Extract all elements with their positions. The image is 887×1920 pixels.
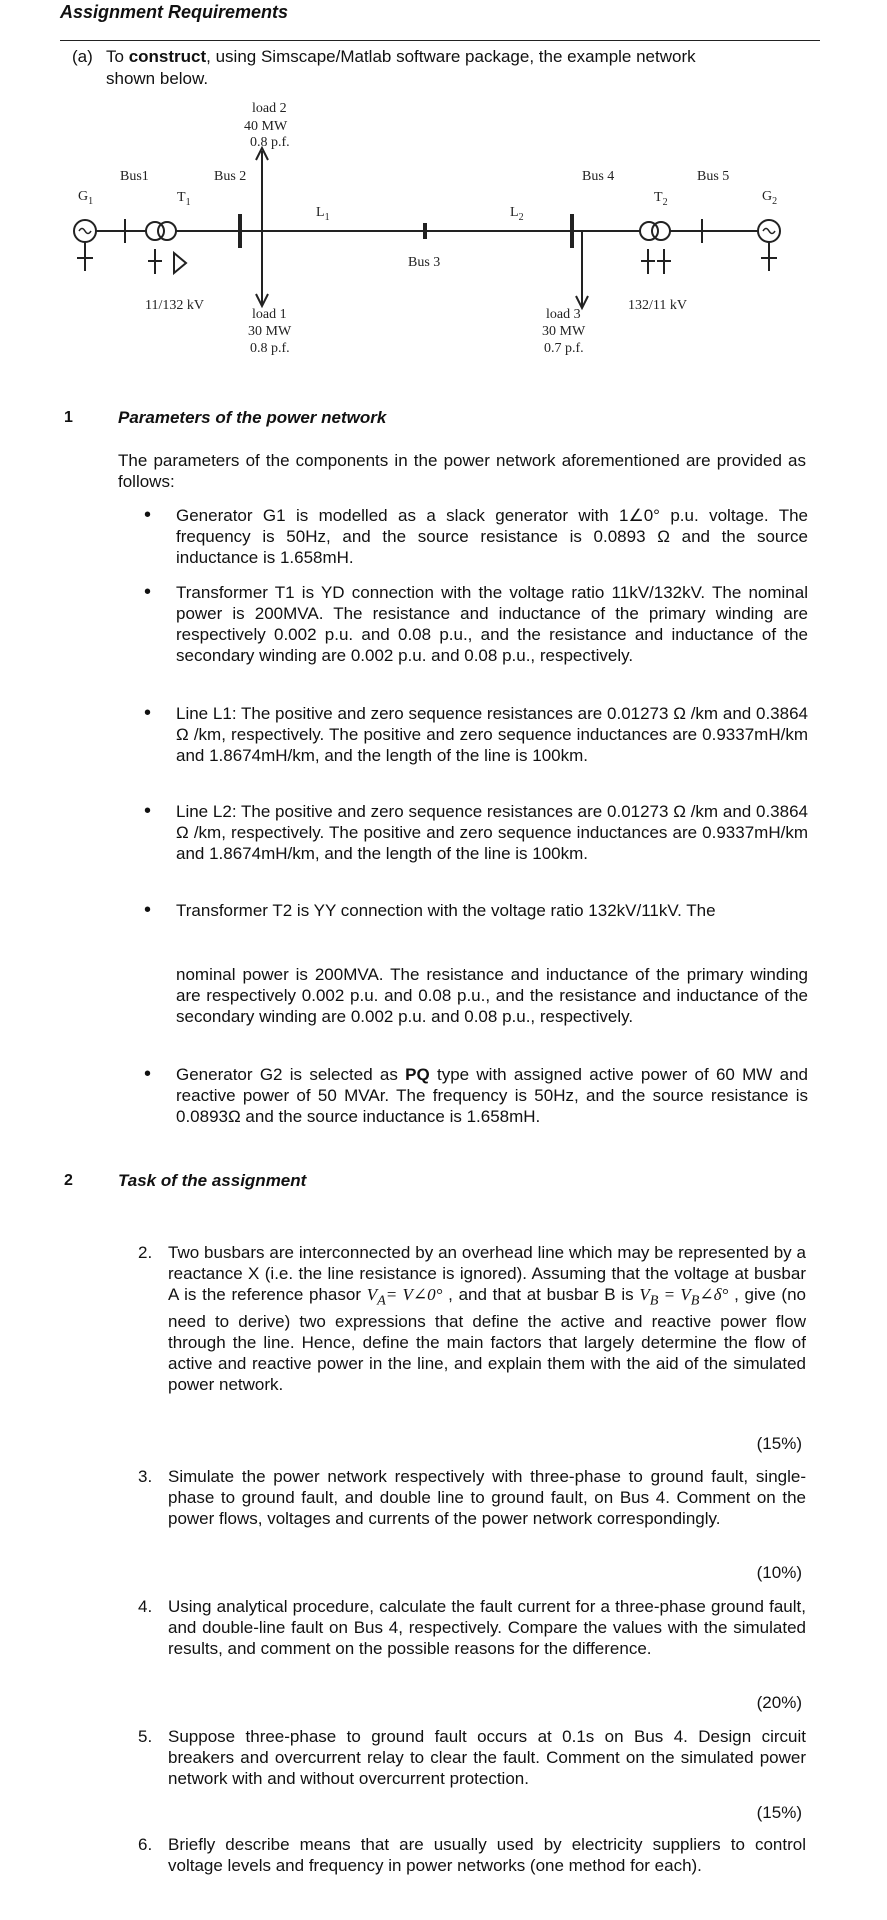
task-6 [138, 1834, 806, 1876]
t1-winding-b [158, 222, 176, 240]
part-a-instruction [72, 46, 812, 90]
task-5 [138, 1726, 806, 1789]
bus1-label: Bus1 [120, 169, 149, 184]
bullet-g2 [144, 1063, 808, 1127]
task-6-text: Briefly describe means that are usually used by electricity suppliers to control voltage levels and frequency in power networks (one method for each). [168, 1835, 806, 1875]
section1-number: 1 [64, 409, 73, 426]
l1-label: $L_1$ [316, 205, 330, 223]
bullet-t2-text: Transformer T2 is YY connection with the voltage ratio 132kV/11kV. The [176, 901, 716, 920]
bullet-t2-continued [148, 964, 808, 1027]
task-3-text: Simulate the power network respectively with three-phase to ground fault, single-phase to ground fault, and double line to ground fault, on Bus 4. Comment on the power flows, voltages and currents of the power network correspondingly. [168, 1467, 806, 1528]
bullet-dot-icon: • [144, 899, 152, 921]
load1-pf: 0.8 p.f. [250, 341, 290, 356]
load1-name: load 1 [252, 307, 287, 322]
part-a-text-after: , using Simscape/Matlab software package, the example network [206, 47, 696, 66]
t2-ratio: 132/11 kV [628, 298, 687, 313]
task-4-number: 4. [138, 1597, 153, 1616]
task-4-text: Using analytical procedure, calculate the fault current for a three-phase ground fault, and double-line fault on Bus 4, respectively. Compare the values with the simulated results, and comment on the possible reasons for the difference. [168, 1597, 806, 1658]
task-2-text: Two busbars are interconnected by an overhead line which may be represented by a reactance X (i.e. the line resistance is ignored). Assuming that the voltage at busbar A is the reference phasor $V_A=$ V∠0° , and that at busbar B is $V_B$ = $V_B\angle\delta^\circ$ , give (no need to derive) two expressions that define the active and reactive power flow through the line. Hence, define the main factors that largely determine the flow of active and reactive power in the line, and explain them with the aid of the simulated power network. [168, 1243, 806, 1395]
load3-pf: 0.7 p.f. [544, 341, 584, 356]
part-a-text-before: To [106, 47, 129, 66]
task-4-weight: (20%) [756, 1693, 802, 1712]
t1-label: $T_1$ [177, 190, 191, 208]
heading-rule [60, 40, 820, 41]
task-2-number: 2. [138, 1243, 153, 1262]
bullet-l2-text: Line L2: The positive and zero sequence resistances are 0.01273 Ω /km and 0.3864 Ω /km, respectively. The positive and zero sequence inductances are 0.9337mH/km and 1.8674mH/km, and the length of the line is 100km. [176, 802, 808, 863]
bullet-l1-text: Line L1: The positive and zero sequence resistances are 0.01273 Ω /km and 0.3864 Ω /km, respectively. The positive and zero sequence inductances are 0.9337mH/km and 1.8674mH/km, and the length of the line is 100km. [176, 704, 808, 765]
section2-number: 2 [64, 1172, 73, 1189]
bullet-g2-text: Generator G2 is selected as PQ type with assigned active power of 60 MW and reactive power of 50 MVAr. The frequency is 50Hz, and the source resistance is 0.0893Ω and the source inductance is 1.658mH. [176, 1065, 808, 1126]
task-6-number: 6. [138, 1835, 153, 1854]
t2-label: $T_2$ [654, 190, 668, 208]
bullet-dot-icon: • [144, 1063, 152, 1085]
load3-name: load 3 [546, 307, 581, 322]
bus4-label: Bus 4 [582, 169, 615, 184]
bullet-t1-text: Transformer T1 is YD connection with the voltage ratio 11kV/132kV. The nominal power is 200MVA. The resistance and inductance of the primary winding are respectively 0.002 p.u. and 0.08 p.u., and the resistance and inductance of the secondary winding are 0.002 p.u. and 0.08 p.u., respectively. [176, 583, 808, 665]
section1-intro: The parameters of the components in the power network aforementioned are provided as follows: [118, 451, 806, 491]
load2-power: 40 MW [244, 119, 288, 134]
g1-label: $G_1$ [78, 189, 94, 207]
bullet-dot-icon: • [144, 800, 152, 822]
task-3-number: 3. [138, 1467, 153, 1486]
section1-title: Parameters of the power network [118, 408, 387, 427]
bullet-dot-icon: • [144, 702, 152, 724]
l2-label: $L_2$ [510, 205, 524, 223]
load1-power: 30 MW [248, 324, 292, 339]
bullet-g1-text: Generator G1 is modelled as a slack generator with 1∠0° p.u. voltage. The frequency is 50Hz, and the source resistance is 0.0893 Ω and the source inductance is 1.658mH. [176, 506, 808, 567]
t2-winding-b [652, 222, 670, 240]
document-heading: Assignment Requirements [60, 2, 289, 22]
part-a-bold: construct [128, 47, 207, 66]
bus2-label: Bus 2 [214, 169, 247, 184]
task-2-weight: (15%) [756, 1434, 802, 1453]
load3-power: 30 MW [542, 324, 586, 339]
task-3-weight: (10%) [756, 1563, 802, 1582]
task-5-text: Suppose three-phase to ground fault occurs at 0.1s on Bus 4. Design circuit breakers and overcurrent relay to clear the fault. Comment on the simulated power network with and without overcurrent protection. [168, 1727, 806, 1788]
g2-label: $G_2$ [762, 189, 778, 207]
bullet-t2 [144, 899, 808, 921]
bullet-g1 [144, 504, 808, 568]
section2-title: Task of the assignment [118, 1171, 307, 1190]
load2-pf: 0.8 p.f. [250, 135, 290, 150]
bullet-t2-continued-text: nominal power is 200MVA. The resistance and inductance of the primary winding are respectively 0.002 p.u. and 0.08 p.u., and the resistance and inductance of the secondary winding are 0.002 p.u. and 0.08 p.u., respectively. [176, 965, 808, 1026]
bullet-l2 [144, 800, 808, 864]
bullet-l1 [144, 702, 808, 766]
task-5-number: 5. [138, 1727, 153, 1746]
t1-ratio: 11/132 kV [145, 298, 204, 313]
bus3-label: Bus 3 [408, 255, 441, 270]
part-a-label: (a) [72, 47, 93, 66]
bullet-dot-icon: • [144, 504, 152, 526]
bullet-dot-icon: • [144, 581, 152, 603]
network-diagram [0, 96, 887, 386]
bus5-label: Bus 5 [697, 169, 730, 184]
task-4 [138, 1596, 806, 1659]
load2-name: load 2 [252, 101, 287, 116]
part-a-line2: shown below. [106, 69, 209, 88]
task-5-weight: (15%) [756, 1803, 802, 1822]
task-3 [138, 1466, 806, 1529]
task-2 [138, 1242, 806, 1395]
bullet-t1 [144, 581, 808, 666]
